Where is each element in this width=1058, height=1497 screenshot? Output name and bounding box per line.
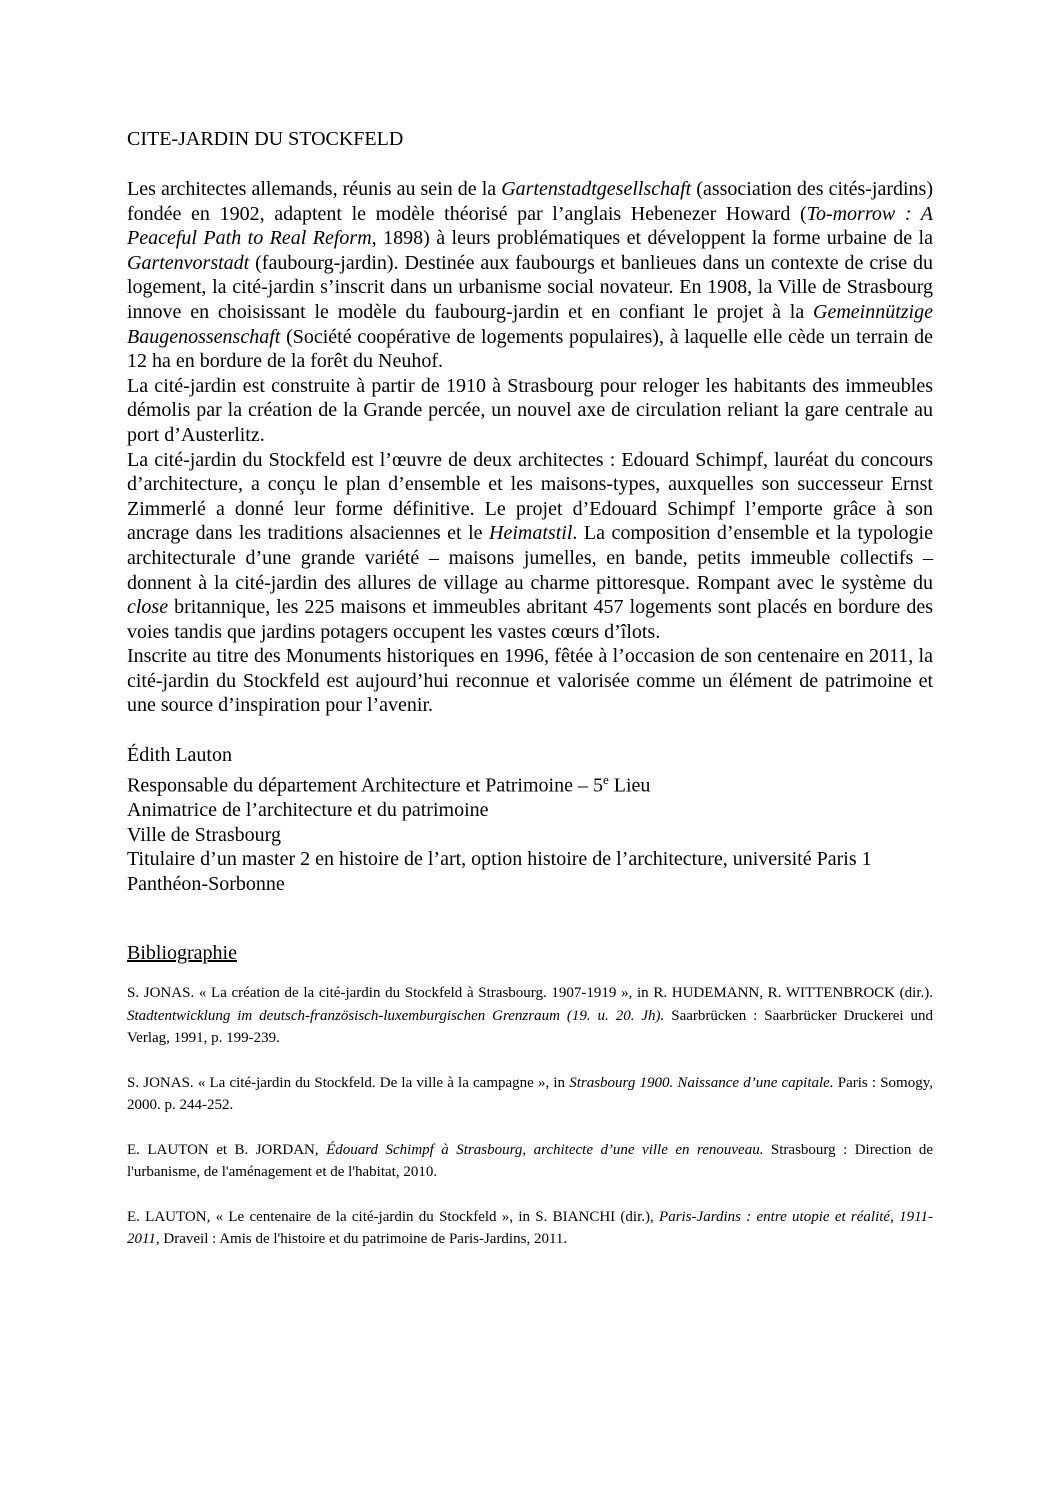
text-run: S. JONAS. « La cité-jardin du Stockfeld. De la ville à la campagne », in: [127, 1074, 570, 1091]
text-run: S. JONAS. « La création de la cité-jardin du Stockfeld à Strasbourg. 1907-1919 », in R. HUDEMANN, R. WITTENBROCK (dir.).: [127, 985, 933, 1002]
text-run: britannique, les 225 maisons et immeubles abritant 457 logements sont placés en bordure des voies tandis que jardins potagers occupent les vastes cœurs d’îlots.: [127, 596, 933, 643]
italic-title: Édouard Schimpf à Strasbourg, architecte d’une ville en renouveau.: [326, 1141, 764, 1158]
text-run: (faubourg-jardin). Destinée aux faubourgs et banlieues dans un contexte de crise du logement, la cité-jardin s’inscrit dans un urbanisme social novateur. En 1908, la Ville de Strasbourg innove en choisissant le modèle du faubourg-jardin et en confiant le projet à la: [127, 251, 933, 323]
text-run: (association des cités-jardins) fondée en 1902, adaptent le modèle théorisé par l’anglais Hebenezer Howard (: [127, 178, 933, 225]
text-run: Saarbrücken : Saarbrücker Druckerei und Verlag, 1991, p. 199-239.: [127, 1007, 934, 1047]
document-page: [127, 127, 933, 1251]
text-run: , 1898) à leurs problématiques et développent la forme urbaine de la: [371, 227, 933, 250]
text-run: Paris : Somogy, 2000. p. 244-252.: [127, 1074, 933, 1114]
paragraph-intro: [127, 177, 933, 374]
author-line: Ville de Strasbourg: [127, 823, 281, 846]
bibliography-entry: [127, 1072, 933, 1117]
text-run: E. LAUTON, « Le centenaire de la cité-jardin du Stockfeld », in S. BIANCHI (dir.),: [127, 1208, 660, 1225]
text-run: Lieu: [608, 774, 651, 797]
bibliography-entry: [127, 1139, 933, 1184]
author-role: [127, 768, 933, 798]
italic-term: Gemeinnützige Baugenossenschaft: [127, 300, 933, 348]
italic-title: Strasbourg 1900. Naissance d’une capitale.: [569, 1074, 834, 1091]
bibliography-entry: [127, 982, 933, 1050]
italic-term: Gartenstadtgesellschaft: [501, 178, 692, 200]
document-title: CITE-JARDIN DU STOCKFELD: [127, 128, 404, 150]
bibliography-entry: [127, 1206, 933, 1251]
text-run: Les architectes allemands, réunis au sein de la: [127, 178, 502, 200]
text-run: , Draveil : Amis de l'histoire et du patrimoine de Paris-Jardins, 2011.: [155, 1231, 568, 1248]
text-run: Strasbourg : Direction de l'urbanisme, de l'aménagement et de l'habitat, 2010.: [127, 1141, 933, 1181]
bibliography-heading: Bibliographie: [127, 942, 237, 965]
author-line: Animatrice de l’architecture et du patrimoine: [127, 798, 489, 821]
author-block: [127, 743, 933, 896]
italic-term: Gartenvorstadt: [127, 251, 250, 274]
paragraph-architects: [127, 448, 933, 645]
italic-title: To-morrow : A Peaceful Path to Real Reform: [127, 202, 934, 250]
author-line: Titulaire d’un master 2 en histoire de l’art, option histoire de l’architecture, université Paris 1: [127, 848, 872, 871]
paragraph-construction: La cité-jardin est construite à partir de 1910 à Strasbourg pour reloger les habitants des immeubles démolis par la création de la Grande percée, un nouvel axe de circulation reliant la gare centrale au port d’Austerlitz.: [127, 374, 933, 446]
text-run: (Société coopérative de logements populaires), à laquelle elle cède un terrain de 12 ha en bordure de la forêt du Neuhof.: [127, 325, 933, 373]
italic-title: Paris-Jardins : entre utopie et réalité, 1911-2011: [127, 1208, 933, 1248]
text-run: . La composition d’ensemble et la typologie architecturale d’une grande variété – maisons jumelles, en bande, petits immeuble collectifs – donnent à la cité-jardin des allures de village au charme pittoresque. Rompant avec le système du: [127, 522, 933, 594]
italic-term: close: [127, 596, 169, 619]
italic-term: Heimatstil: [489, 522, 573, 545]
text-run: Responsable du département Architecture et Patrimoine – 5: [127, 774, 603, 797]
author-name: Édith Lauton: [127, 744, 232, 767]
superscript: e: [602, 771, 609, 787]
italic-title: Stadtentwicklung im deutsch-französisch-luxemburgischen Grenzraum (19. u. 20. Jh).: [127, 1007, 665, 1024]
paragraph-heritage: Inscrite au titre des Monuments historiques en 1996, fêtée à l’occasion de son centenaire en 2011, la cité-jardin du Stockfeld est aujourd’hui reconnue et valorisée comme un élément de patrimoine et une source d’inspiration pour l’avenir.: [127, 645, 933, 717]
text-run: E. LAUTON et B. JORDAN,: [127, 1141, 327, 1158]
author-line: Panthéon-Sorbonne: [127, 872, 285, 895]
text-run: La cité-jardin du Stockfeld est l’œuvre de deux architectes : Edouard Schimpf, lauréat du concours d’architecture, a conçu le plan d’ensemble et les maisons-types, auxquelles son successeur Ernst Zimmerlé a donné leur forme définitive. Le projet d’Edouard Schimpf l’emporte grâce à son ancrage dans les traditions alsaciennes et le: [127, 448, 933, 545]
